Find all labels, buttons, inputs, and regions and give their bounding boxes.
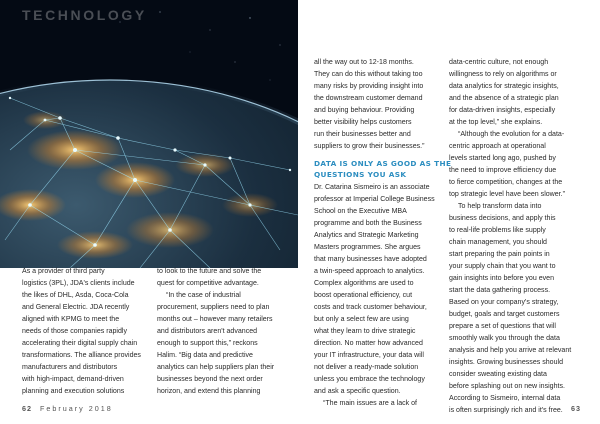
text-line: to look to the future and solve the <box>157 268 262 275</box>
text-line: before splashing out on new insights. <box>449 383 565 390</box>
text-line: the downstream customer demand <box>314 95 423 102</box>
subheading-line: QUESTIONS YOU ASK <box>314 169 407 179</box>
text-line: professor at Imperial College Business <box>314 196 435 203</box>
text-line: enough to support this,” reckons <box>157 340 258 347</box>
text-line: and the absence of a strategic plan <box>449 95 559 102</box>
text-line: quest for competitive advantage. <box>157 280 259 287</box>
text-line: consider sweating existing data <box>449 371 547 378</box>
text-line: to real-life problems like supply <box>449 227 546 234</box>
text-line: needs of those companies rapidly <box>22 328 127 335</box>
article-column-3 <box>314 57 451 410</box>
text-line: Based on your company's strategy, <box>449 299 559 306</box>
text-line: gain insights into before you even <box>449 275 554 282</box>
text-line: According to Sismeiro, internal data <box>449 395 561 402</box>
text-line: planning and execution solutions <box>22 388 125 395</box>
issue-date: February 2018 <box>40 404 113 413</box>
text-line: procurement, suppliers need to plan <box>157 304 270 311</box>
text-line: Masters programmes. She argues <box>314 244 421 251</box>
section-title: TECHNOLOGY <box>22 7 147 23</box>
text-line: To help transform data into <box>458 203 542 210</box>
text-line: smoothly walk you through the data <box>449 335 560 342</box>
text-line: run their businesses better and <box>314 131 411 138</box>
text-line: your IT infrastructure, your data will <box>314 352 424 359</box>
text-line: insights. Growing businesses should <box>449 359 563 366</box>
text-line: programme and both the Business <box>314 220 422 227</box>
text-line: direction. No matter how advanced <box>314 340 423 347</box>
subheading-line: DATA IS ONLY AS GOOD AS THE <box>314 159 452 168</box>
text-line: all the way out to 12-18 months. <box>314 59 414 66</box>
page-number-right: 63 <box>571 404 581 413</box>
text-line: analysis and help you arrive at relevant <box>449 347 572 354</box>
text-line: better visibility helps customers <box>314 119 412 126</box>
text-line: data-centric culture, not enough <box>449 59 549 66</box>
text-line: business decisions, and apply this <box>449 215 556 222</box>
text-line: a twin-speed approach to analytics. <box>314 268 425 275</box>
text-line: and distributors aren't advanced <box>157 328 258 335</box>
text-line: but only a select few are using <box>314 316 409 323</box>
text-line: at the top level,” she explains. <box>449 119 543 126</box>
text-line: willingness to rely on algorithms or <box>449 71 557 78</box>
page-number-left: 62 <box>22 404 32 413</box>
article-column-4 <box>449 57 571 417</box>
text-line: boost operational efficiency, cut <box>314 292 413 299</box>
text-line: analytics can help suppliers plan their <box>157 364 275 371</box>
text-line: businesses beyond the next order <box>157 376 263 383</box>
text-line: logistics (3PL), JDA's clients include <box>22 280 135 287</box>
text-line: not deliver a ready-made solution <box>314 364 419 371</box>
text-line: months out – however many retailers <box>157 316 273 323</box>
left-page-footer <box>22 404 113 413</box>
text-line: “In the case of industrial <box>166 292 241 299</box>
text-line: transformations. The alliance provides <box>22 352 141 359</box>
text-line: School on the Executive MBA <box>314 208 407 215</box>
text-line: many risks by providing insight into <box>314 83 424 90</box>
text-line: your supply chain that you want to <box>449 263 556 270</box>
text-line: start the data gathering process. <box>449 287 551 294</box>
text-line: levels started long ago, pushed by <box>449 155 556 162</box>
text-line: costs and track customer behaviour, <box>314 304 427 311</box>
text-line: They can do this without taking too <box>314 71 423 78</box>
text-line: and ask a specific question. <box>314 388 401 395</box>
text-line: manufacturers and distributors <box>22 364 118 371</box>
text-line: Analytics and Strategic Marketing <box>314 232 419 239</box>
text-line: start preparing the pain points in <box>449 251 550 258</box>
text-line: “Although the evolution for a data- <box>458 131 565 138</box>
text-line: budget, goals and target customers <box>449 311 560 318</box>
text-line: and buying behaviour. Providing <box>314 107 415 114</box>
text-line: “The main issues are a lack of <box>323 400 417 407</box>
text-line: and General Electric. JDA recently <box>22 304 130 311</box>
earth-network-illustration <box>0 0 298 268</box>
text-line: aligned with KPMG to meet the <box>22 316 120 323</box>
text-line: with high-impact, demand-driven <box>22 376 124 383</box>
article-column-2 <box>157 266 274 398</box>
hero-image <box>0 0 298 268</box>
text-line: chain management, you should <box>449 239 547 246</box>
text-line: the likes of DHL, Asda, Coca-Cola <box>22 292 129 299</box>
text-line: suppliers to grow their businesses.” <box>314 143 425 150</box>
text-line: top strategic level have been slower.” <box>449 191 565 198</box>
text-line: horizon, and extend this planning <box>157 388 261 395</box>
text-line: accelerating their digital supply chain <box>22 340 138 347</box>
article-subheading <box>314 159 451 180</box>
text-line: data analytics for strategic insights, <box>449 83 559 90</box>
text-line: for data-driven insights, especially <box>449 107 556 114</box>
text-line: Complex algorithms are used to <box>314 280 414 287</box>
text-line: the need to improve efficiency due <box>449 167 557 174</box>
text-line: unless you embrace the technology <box>314 376 425 383</box>
text-line: As a provider of third party <box>22 268 105 275</box>
text-line: Dr. Catarina Sismeiro is an associate <box>314 184 430 191</box>
text-line: centric approach at operational <box>449 143 546 150</box>
text-line: is often surprisingly rich and it's free. <box>449 407 563 414</box>
text-line: prepare a set of questions that will <box>449 323 556 330</box>
article-column-1 <box>22 266 141 398</box>
text-line: Halim. “Big data and predictive <box>157 352 253 359</box>
text-line: that many businesses have adopted <box>314 256 427 263</box>
text-line: to fierce competition, changes at the <box>449 179 563 186</box>
text-line: what they learn to drive strategic <box>314 328 416 335</box>
